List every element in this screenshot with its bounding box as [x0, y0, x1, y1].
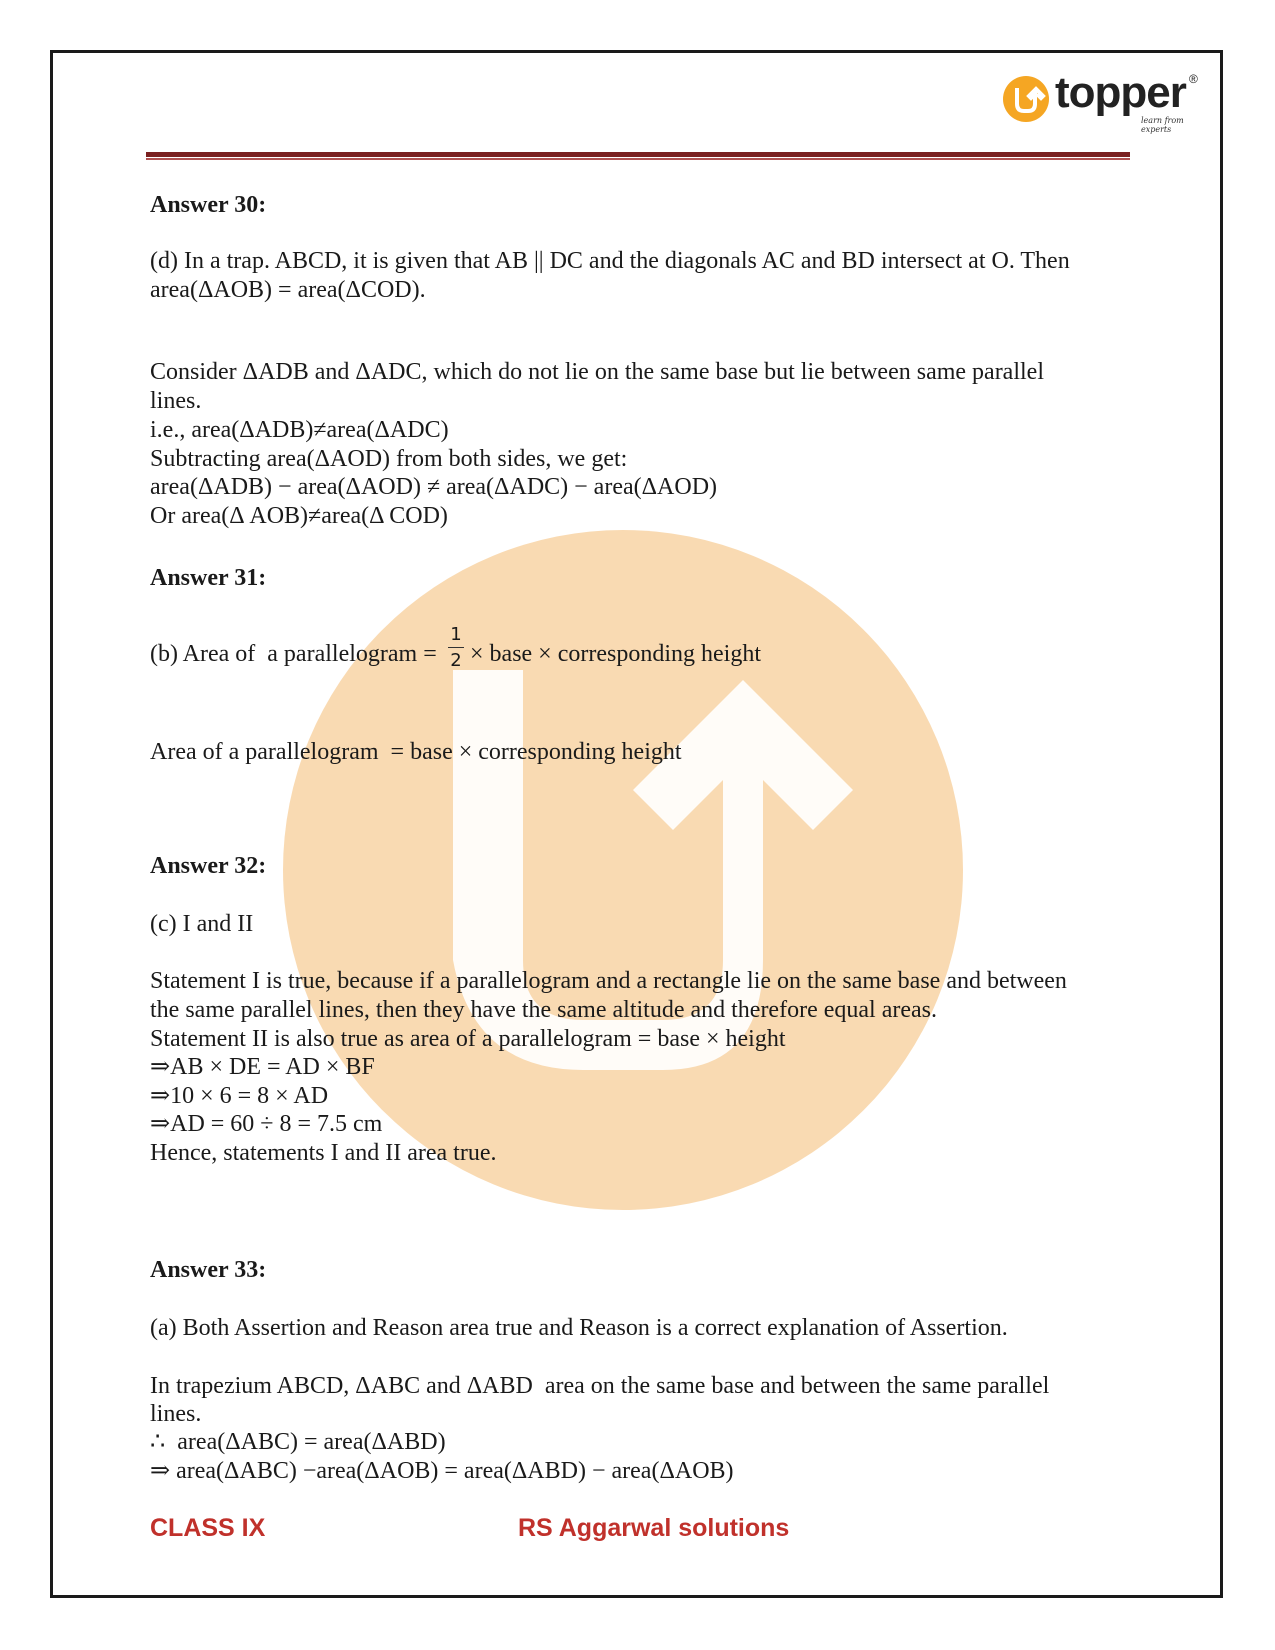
topper-logo [1003, 68, 1203, 134]
answer-32-line-6: ⇒10 × 6 = 8 × AD [150, 1083, 329, 1109]
watermark-logo [283, 530, 963, 1210]
logo-tagline: learn from experts [1141, 116, 1184, 134]
answer-31-line-1b: × base × corresponding height [470, 641, 761, 667]
header-rule-thin [146, 158, 1130, 160]
footer-class-label: CLASS IX [150, 1514, 266, 1542]
answer-30-line-7: area(ΔADB) − area(ΔAOD) ≠ area(ΔADC) − area(ΔAOD) [150, 474, 718, 500]
answer-31-line-2: Area of a parallelogram = base × corresponding height [150, 739, 682, 765]
answer-31-line-1a: (b) Area of a parallelogram = [150, 641, 437, 667]
answer-30-line-6: Subtracting area(ΔAOD) from both sides, we get: [150, 446, 628, 472]
answer-30-line-4: lines. [150, 388, 202, 414]
answer-30-line-1: (d) In a trap. ABCD, it is given that AB || DC and the diagonals AC and BD intersect at O. Then [150, 248, 1070, 274]
answer-33-line-1: (a) Both Assertion and Reason area true and Reason is a correct explanation of Assertion. [150, 1315, 1008, 1341]
answer-32-line-3: the same parallel lines, then they have the same altitude and therefore equal areas. [150, 997, 937, 1023]
answer-33-line-2: In trapezium ABCD, ΔABC and ΔABD area on the same base and between the same parallel [150, 1373, 1050, 1399]
fraction-bar [448, 647, 464, 648]
answer-31-heading: Answer 31: [150, 565, 267, 591]
answer-33-heading: Answer 33: [150, 1257, 267, 1283]
answer-33-line-5: ⇒ area(ΔABC) −area(ΔAOB) = area(ΔABD) − area(ΔAOB) [150, 1458, 734, 1484]
answer-33-line-3: lines. [150, 1401, 202, 1427]
fraction-half [446, 624, 466, 671]
answer-30-line-5: i.e., area(ΔADB)≠area(ΔADC) [150, 417, 449, 443]
answer-32-line-5: ⇒AB × DE = AD × BF [150, 1054, 375, 1080]
answer-32-line-2: Statement I is true, because if a parallelogram and a rectangle lie on the same base and between [150, 968, 1067, 994]
answer-32-line-8: Hence, statements I and II area true. [150, 1140, 497, 1166]
u-logo-icon [1003, 76, 1049, 122]
answer-30-line-3: Consider ΔADB and ΔADC, which do not lie on the same base but lie between same parallel [150, 359, 1044, 385]
answer-30-line-8: Or area(Δ AOB)≠area(Δ COD) [150, 503, 448, 529]
footer-book-label: RS Aggarwal solutions [518, 1514, 790, 1542]
answer-32-line-4: Statement II is also true as area of a parallelogram = base × height [150, 1026, 786, 1052]
registered-mark: ® [1189, 72, 1198, 86]
answer-32-line-1: (c) I and II [150, 911, 254, 937]
answer-30-heading: Answer 30: [150, 192, 267, 218]
logo-wordmark: topper [1055, 68, 1186, 117]
fraction-numerator: 1 [450, 624, 462, 645]
answer-30-line-2: area(ΔAOB) = area(ΔCOD). [150, 277, 426, 303]
answer-32-heading: Answer 32: [150, 853, 267, 879]
fraction-denominator: 2 [450, 650, 462, 671]
answer-32-line-7: ⇒AD = 60 ÷ 8 = 7.5 cm [150, 1111, 383, 1137]
header-rule [146, 152, 1130, 157]
answer-33-line-4: ∴ area(ΔABC) = area(ΔABD) [150, 1429, 446, 1455]
